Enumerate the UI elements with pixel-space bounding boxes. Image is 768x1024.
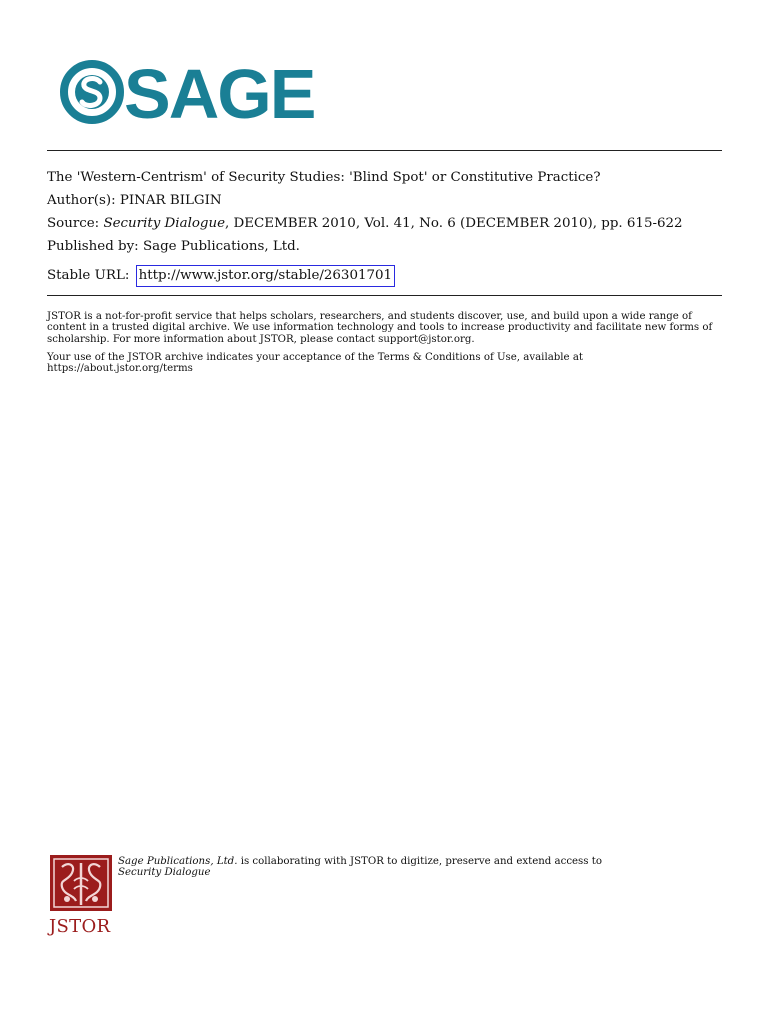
collab-text: is collaborating with JSTOR to digitize, preserve and extend access to: [237, 856, 602, 867]
stable-url-line: [47, 265, 737, 287]
middle-divider: [47, 295, 722, 296]
terms-notice: Your use of the JSTOR archive indicates your acceptance of the Terms & Conditions of Use, available at https://about.jstor.org/terms: [47, 352, 583, 375]
publisher-line: [47, 238, 737, 256]
author-line: [47, 192, 737, 210]
source-label: Source:: [47, 216, 104, 231]
stable-url-label: Stable URL:: [47, 268, 134, 283]
publisher-name: Sage Publications, Ltd.: [142, 239, 300, 254]
journal-name: Security Dialogue: [103, 216, 226, 231]
collab-publisher: Sage Publications, Ltd.: [118, 856, 238, 867]
source-details: , DECEMBER 2010, Vol. 41, No. 6 (DECEMBER 2010), pp. 615-622: [225, 216, 683, 231]
collab-journal: Security Dialogue: [118, 867, 211, 879]
jstor-wordmark: JSTOR: [49, 916, 111, 937]
sage-logo-text: SAGE: [124, 55, 315, 130]
author-label: Author(s):: [47, 193, 120, 208]
stable-url-link[interactable]: http://www.jstor.org/stable/26301701: [136, 265, 395, 287]
author-name: PINAR BILGIN: [119, 193, 222, 208]
source-line: [47, 215, 737, 233]
top-divider: [47, 150, 722, 151]
sage-logo: [60, 54, 328, 130]
publisher-label: Published by:: [47, 239, 143, 254]
collaboration-notice: [118, 856, 678, 879]
article-title: The 'Western-Centrism' of Security Studies: 'Blind Spot' or Constitutive Practice?: [47, 170, 601, 185]
jstor-about-notice: JSTOR is a not-for-profit service that helps scholars, researchers, and students discover, use, and build upon a wide range of content in a trusted digital archive. We use information technology and tools to increase productivity and facilitate new forms of scholarship. For more information about JSTOR, please contact support@jstor.org.: [47, 311, 713, 345]
